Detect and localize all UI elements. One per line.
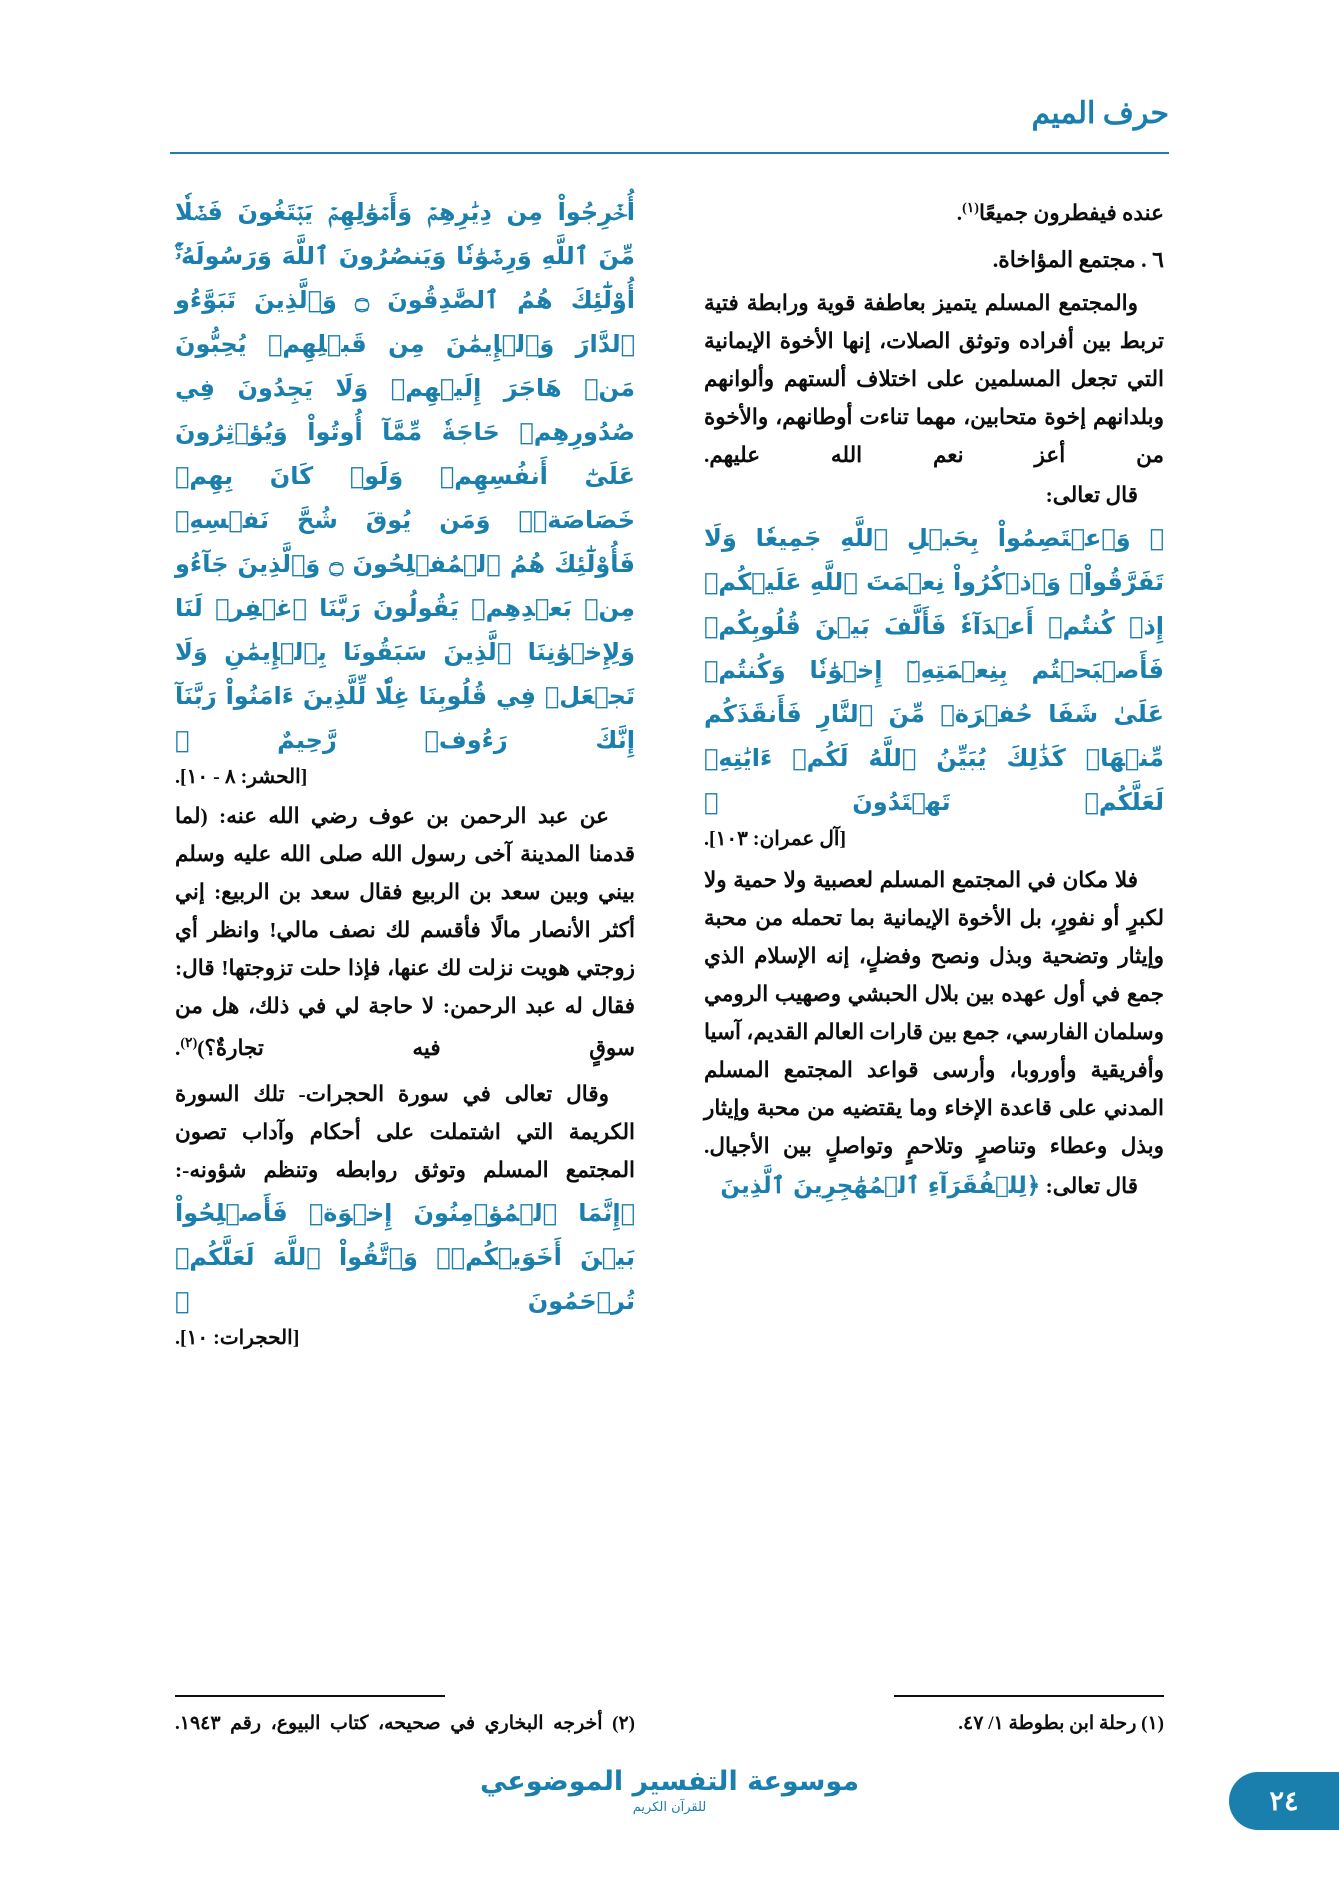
publisher-logo <box>480 1766 859 1815</box>
left-paragraph-2: وقال تعالى في سورة الحجرات- تلك السورة الكريمة التي اشتملت على أحكام وآداب تصون المجتمع المسلم وتوثق روابطه وتنظم شؤونه-: <box>175 1082 635 1183</box>
footnotes-right <box>704 1695 1164 1740</box>
quran-source-4: [الحجرات: ١٠]. <box>175 1327 300 1350</box>
left-paragraph-1 <box>175 797 635 1067</box>
right-opening-line <box>704 190 1164 232</box>
right-opening-text: عنده فيفطرون جميعًا <box>978 201 1164 226</box>
qala-taala-label-1 <box>704 476 1164 514</box>
publisher-logo-sub: للقرآن الكريم <box>632 1800 707 1815</box>
quran-source-3: [الحشر: ٨ - ١٠]. <box>175 766 308 788</box>
footnote-marker-1: (١) <box>962 201 979 216</box>
header-divider <box>170 152 1169 154</box>
right-paragraph-2: فلا مكان في المجتمع المسلم لعصبية ولا حمية ولا لكبرٍ أو نفورٍ، بل الأخوة الإيمانية بما تحمله من محبة وإيثار وتضحية وبذل ونصح وفضلٍ، إنه الإسلام الذي جمع في أول عهده بين بلال الحبشي وصهيب الرومي وسلمان الفارسي، جمع بين قارات العالم القديم، آسيا وأفريقية وأوروبا، وأرسى قواعد المجتمع المسلم المدني على قاعدة الإخاء وما يقتضيه من محبة وإيثار وبذل وعطاء وتناصرٍ وتلاحمٍ وتواصلٍ بين الأجيال. <box>704 868 1164 1159</box>
qala-taala-text-1: قال تعالى: <box>1045 483 1138 508</box>
page-header <box>170 96 1169 156</box>
section-heading: ٦ . مجتمع المؤاخاة. <box>992 247 1164 273</box>
quran-source-1: [آل عمران: ١٠٣]. <box>704 828 847 851</box>
qala-taala-label-2 <box>704 1167 1164 1205</box>
page-number: ٢٤ <box>1229 1772 1339 1830</box>
footnote-right-text: (١) رحلة ابن بطوطة ١/ ٤٧. <box>958 1713 1164 1734</box>
page-footer <box>0 1766 1339 1846</box>
publisher-logo-main: موسوعة التفسير الموضوعي <box>479 1766 860 1797</box>
header-title: حرف الميم <box>1031 97 1169 130</box>
right-text-column <box>704 190 1164 1660</box>
quran-quote-2-start: ﴿لِلۡفُقَرَآءِ ٱلۡمُهَٰجِرِينَ ٱلَّذِينَ <box>720 1173 1041 1200</box>
right-opening-period: . <box>956 201 963 226</box>
footnote-divider-right <box>894 1695 1164 1697</box>
footnotes-left <box>175 1695 635 1740</box>
qala-taala-text-2: قال تعالى: <box>1045 1174 1138 1199</box>
quran-quote-3: أُخۡرِجُواْ مِن دِيَٰرِهِمۡ وَأَمۡوَٰلِهِمۡ يَبۡتَغُونَ فَضۡلٗا مِّنَ ٱللَّهِ وَرِضۡوَٰنٗا وَيَنصُرُونَ ٱللَّهَ وَرَسُولَهُۥٓۚ أُوْلَٰٓئِكَ هُمُ ٱلصَّٰدِقُونَ ۝ وَٱلَّذِينَ تَبَوَّءُو ٱلدَّارَ وَٱلۡإِيمَٰنَ مِن قَبۡلِهِمۡ يُحِبُّونَ مَنۡ هَاجَرَ إِلَيۡهِمۡ وَلَا يَجِدُونَ فِي صُدُورِهِمۡ حَاجَةٗ مِّمَّآ أُوتُواْ وَيُؤۡثِرُونَ عَلَىٰٓ أَنفُسِهِمۡ وَلَوۡ كَانَ بِهِمۡ خَصَاصَةٞۚ وَمَن يُوقَ شُحَّ نَفۡسِهِۦ فَأُوْلَٰٓئِكَ هُمُ ٱلۡمُفۡلِحُونَ ۝ وَٱلَّذِينَ جَآءُو مِنۢ بَعۡدِهِمۡ يَقُولُونَ رَبَّنَا ٱغۡفِرۡ لَنَا وَلِإِخۡوَٰنِنَا ٱلَّذِينَ سَبَقُونَا بِٱلۡإِيمَٰنِ وَلَا تَجۡعَلۡ فِي قُلُوبِنَا غِلّٗا لِّلَّذِينَ ءَامَنُواْ رَبَّنَآ إِنَّكَ رَءُوفٞ رَّحِيمٌ ﴾ <box>175 198 635 754</box>
footnote-left-text: (٢) أخرجه البخاري في صحيحه، كتاب البيوع، رقم ١٩٤٣. <box>175 1713 635 1734</box>
right-paragraph-1: والمجتمع المسلم يتميز بعاطفة قوية ورابطة فتية تربط بين أفراده وتوثق الصلات، إنها الأخوة الإيمانية التي تجعل المسلمين على اختلاف ألستهم وألوانهم وبلدانهم إخوة متحابين، مهما تناءت أوطانهم، والأخوة من أعز نعم الله عليهم. <box>704 291 1164 468</box>
quran-quote-4: ﴿إِنَّمَا ٱلۡمُؤۡمِنُونَ إِخۡوَةٞ فَأَصۡلِحُواْ بَيۡنَ أَخَوَيۡكُمۡۚ وَٱتَّقُواْ ٱللَّهَ لَعَلَّكُمۡ تُرۡحَمُونَ ﴾ <box>175 1199 635 1316</box>
left-paragraph-1-period: . <box>175 1036 181 1061</box>
footnote-marker-2: (٢) <box>180 1036 198 1051</box>
two-column-body <box>175 190 1164 1660</box>
quran-quote-1: ﴿ وَٱعۡتَصِمُواْ بِحَبۡلِ ٱللَّهِ جَمِيعٗا وَلَا تَفَرَّقُواْۚ وَٱذۡكُرُواْ نِعۡمَتَ ٱللَّهِ عَلَيۡكُمۡ إِذۡ كُنتُمۡ أَعۡدَآءٗ فَأَلَّفَ بَيۡنَ قُلُوبِكُمۡ فَأَصۡبَحۡتُم بِنِعۡمَتِهِۦٓ إِخۡوَٰنٗا وَكُنتُمۡ عَلَىٰ شَفَا حُفۡرَةٖ مِّنَ ٱلنَّارِ فَأَنقَذَكُم مِّنۡهَاۗ كَذَٰلِكَ يُبَيِّنُ ٱللَّهُ لَكُمۡ ءَايَٰتِهِۦ لَعَلَّكُمۡ تَهۡتَدُونَ ﴾ <box>704 524 1164 817</box>
left-text-column <box>175 190 635 1660</box>
footnote-divider-left <box>175 1695 445 1697</box>
left-paragraph-1-text: عن عبد الرحمن بن عوف رضي الله عنه: (لما قدمنا المدينة آخى رسول الله صلى الله عليه وسلم بيني وبين سعد بن الربيع فقال سعد بن الربيع: إني أكثر الأنصار مالًا فأقسم لك نصف مالي! وانظر أي زوجتي هويت نزلت لك عنها، فإذا حلت تزوجتها! قال: فقال له عبد الرحمن: لا حاجة لي في ذلك، هل من سوقٍ فيه تجارةٌ؟) <box>175 804 635 1061</box>
